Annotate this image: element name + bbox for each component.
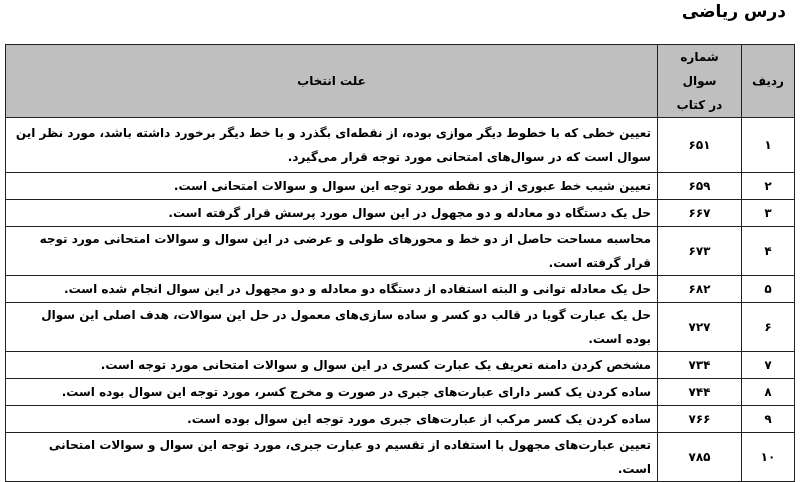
table-header-row	[6, 45, 795, 118]
row-number: ۸	[742, 379, 795, 406]
question-number: ۷۴۴	[658, 379, 742, 406]
table-row	[6, 227, 795, 276]
table-row	[6, 406, 795, 433]
question-number: ۶۵۹	[658, 173, 742, 200]
table-row	[6, 303, 795, 352]
selection-reason: تعیین شیب خط عبوری از دو نقطه مورد توجه این سوال و سوالات امتحانی است.	[6, 173, 658, 200]
table-row	[6, 118, 795, 173]
selection-reason: حل یک دستگاه دو معادله و دو مجهول در این سوال مورد پرسش قرار گرفته است.	[6, 200, 658, 227]
selection-reason: محاسبه مساحت حاصل از دو خط و محورهای طولی و عرضی در این سوال و سوالات امتحانی مورد توجه قرار گرفته است.	[6, 227, 658, 276]
question-selection-table	[5, 44, 795, 482]
question-number: ۷۲۷	[658, 303, 742, 352]
header-row-number: ردیف	[742, 45, 795, 118]
row-number: ۶	[742, 303, 795, 352]
selection-reason: ساده کردن یک کسر مرکب از عبارت‌های جبری مورد توجه این سوال بوده است.	[6, 406, 658, 433]
header-question-number-line1: شماره سوال	[680, 50, 719, 88]
row-number: ۱	[742, 118, 795, 173]
selection-reason: تعیین خطی که با خطوط دیگر موازی بوده، از نقطه‌ای بگذرد و با خط دیگر برخورد داشته باشد، مورد نظر این سوال است که در سوال‌های امتحانی مورد توجه قرار می‌گیرد.	[6, 118, 658, 173]
question-number: ۷۳۴	[658, 352, 742, 379]
table-row	[6, 200, 795, 227]
header-question-number	[658, 45, 742, 118]
selection-reason: ساده کردن یک کسر دارای عبارت‌های جبری در صورت و مخرج کسر، مورد توجه این سوال بوده است.	[6, 379, 658, 406]
table-row	[6, 433, 795, 482]
row-number: ۱۰	[742, 433, 795, 482]
header-reason: علت انتخاب	[6, 45, 658, 118]
row-number: ۴	[742, 227, 795, 276]
row-number: ۷	[742, 352, 795, 379]
selection-reason: مشخص کردن دامنه تعریف یک عبارت کسری در این سوال و سوالات امتحانی مورد توجه است.	[6, 352, 658, 379]
table-row	[6, 276, 795, 303]
question-number: ۶۶۷	[658, 200, 742, 227]
header-question-number-line2: در کتاب	[676, 98, 723, 112]
row-number: ۹	[742, 406, 795, 433]
row-number: ۵	[742, 276, 795, 303]
selection-reason: حل یک عبارت گویا در قالب دو کسر و ساده سازی‌های معمول در حل این سوالات، هدف اصلی این سوال بوده است.	[6, 303, 658, 352]
question-number: ۷۸۵	[658, 433, 742, 482]
row-number: ۳	[742, 200, 795, 227]
table-row	[6, 379, 795, 406]
question-number: ۷۶۶	[658, 406, 742, 433]
question-number: ۶۷۳	[658, 227, 742, 276]
page-title: درس ریاضی	[681, 2, 786, 22]
table-row	[6, 352, 795, 379]
table-row	[6, 173, 795, 200]
selection-reason: حل یک معادله توانی و البته استفاده از دستگاه دو معادله و دو مجهول در این سوال انجام شده است.	[6, 276, 658, 303]
question-number: ۶۸۲	[658, 276, 742, 303]
question-number: ۶۵۱	[658, 118, 742, 173]
selection-reason: تعیین عبارت‌های مجهول با استفاده از تقسیم دو عبارت جبری، مورد توجه این سوال و سوالات امتحانی است.	[6, 433, 658, 482]
row-number: ۲	[742, 173, 795, 200]
